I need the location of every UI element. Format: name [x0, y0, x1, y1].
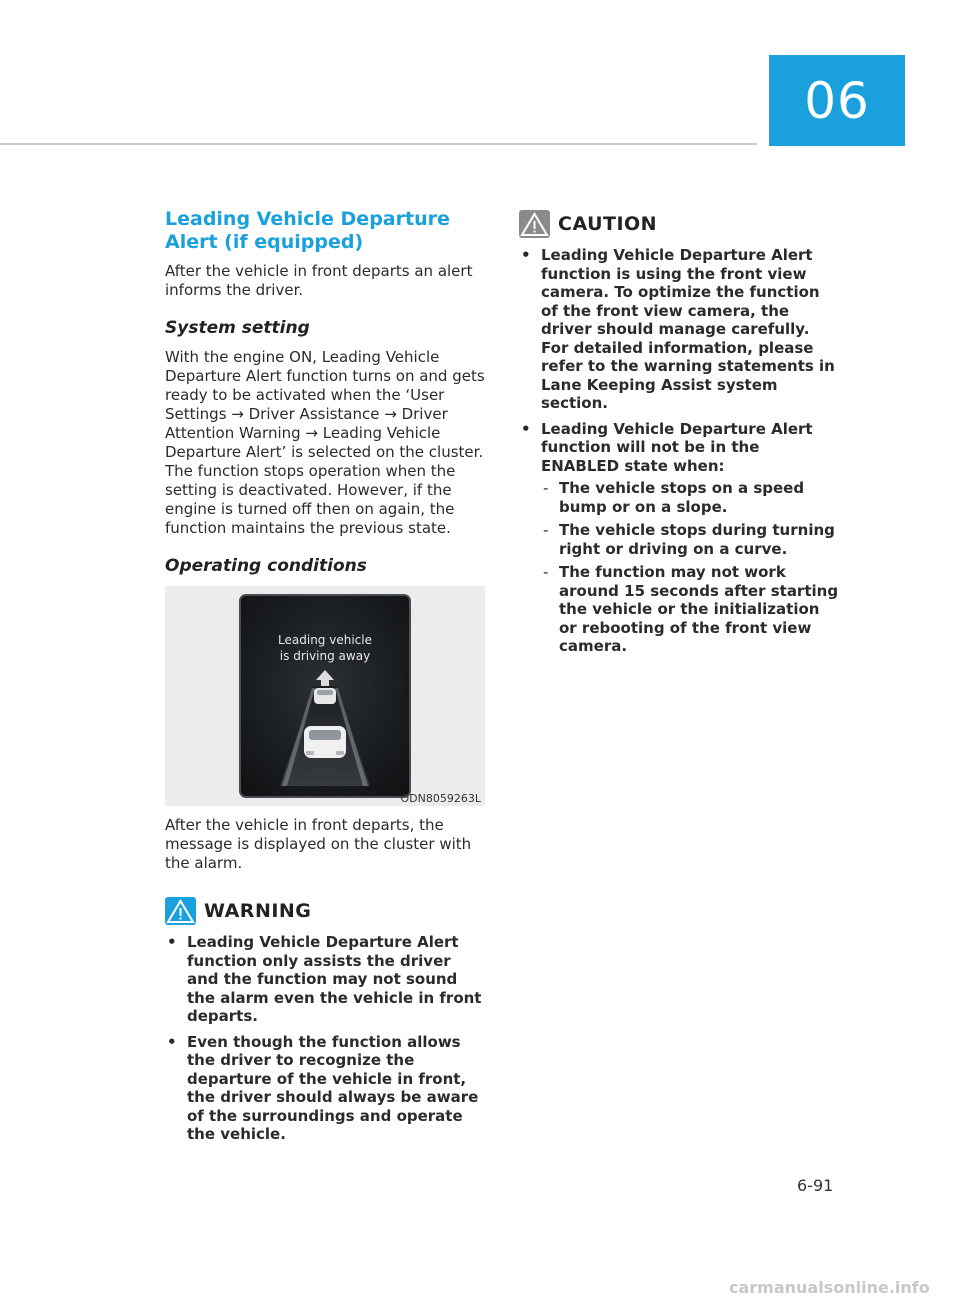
list-item: • Leading Vehicle Departure Alert function is using the front view camera. To optimize the function of the front view camera, the driver should manage carefully. For detailed information, please refer to the warning statements in Lane Keeping Assist system section. [519, 246, 841, 413]
caution-header [519, 210, 841, 238]
warning-triangle-icon [519, 210, 550, 238]
caution-sub-list [541, 479, 841, 656]
warning-header [165, 897, 485, 925]
warning-list [165, 933, 485, 1144]
list-item-text: Leading Vehicle Departure Alert function will not be in the ENABLED state when: [541, 419, 813, 475]
watermark: carmanualsonline.info [729, 1278, 930, 1297]
screen-message-line2: is driving away [279, 649, 371, 663]
chapter-tab [769, 55, 905, 146]
warning-title: WARNING [204, 900, 312, 922]
warning-box [165, 897, 485, 1144]
sub-list-item: - The vehicle stops during turning right or driving on a curve. [541, 521, 841, 558]
list-item: • Leading Vehicle Departure Alert function only assists the driver and the function may not sound the alarm even the vehicle in front departs. [165, 933, 485, 1026]
caution-list [519, 246, 841, 656]
operating-conditions-heading: Operating conditions [165, 556, 367, 576]
system-setting-text: With the engine ON, Leading Vehicle Departure Alert function turns on and gets ready to be activated when the ‘User Settings → Driver Assistance → Driver Attention Warning → Leading Vehicle Departure Alert’ is selected on the cluster. The function stops operation when the setting is deactivated. However, if the engine is turned off then on again, the function maintains the previous state. [165, 348, 485, 537]
sub-list-item: - The vehicle stops on a speed bump or on a slope. [541, 479, 841, 516]
chapter-number: 06 [804, 71, 870, 130]
figure-code: ODN8059263L [400, 792, 481, 805]
cluster-figure [165, 586, 485, 806]
left-column [165, 208, 485, 1151]
list-item [519, 420, 841, 656]
page-number: 6-91 [797, 1176, 834, 1195]
caution-title: CAUTION [558, 213, 658, 235]
system-setting-heading: System setting [165, 318, 310, 338]
cluster-screen-illustration [165, 586, 485, 806]
header-rule [0, 143, 757, 145]
figure-caption: After the vehicle in front departs, the message is displayed on the cluster with the alarm. [165, 816, 472, 872]
warning-triangle-icon [165, 897, 196, 925]
section-title: Leading Vehicle Departure Alert (if equipped) [165, 208, 450, 253]
intro-text: After the vehicle in front departs an alert informs the driver. [165, 262, 473, 299]
sub-list-item: - The function may not work around 15 seconds after starting the vehicle or the initialization or rebooting of the front view camera. [541, 563, 841, 656]
list-item: • Even though the function allows the driver to recognize the departure of the vehicle in front, the driver should always be aware of the surroundings and operate the vehicle. [165, 1033, 485, 1144]
screen-message-line1: Leading vehicle [278, 633, 372, 647]
right-column [519, 210, 841, 663]
